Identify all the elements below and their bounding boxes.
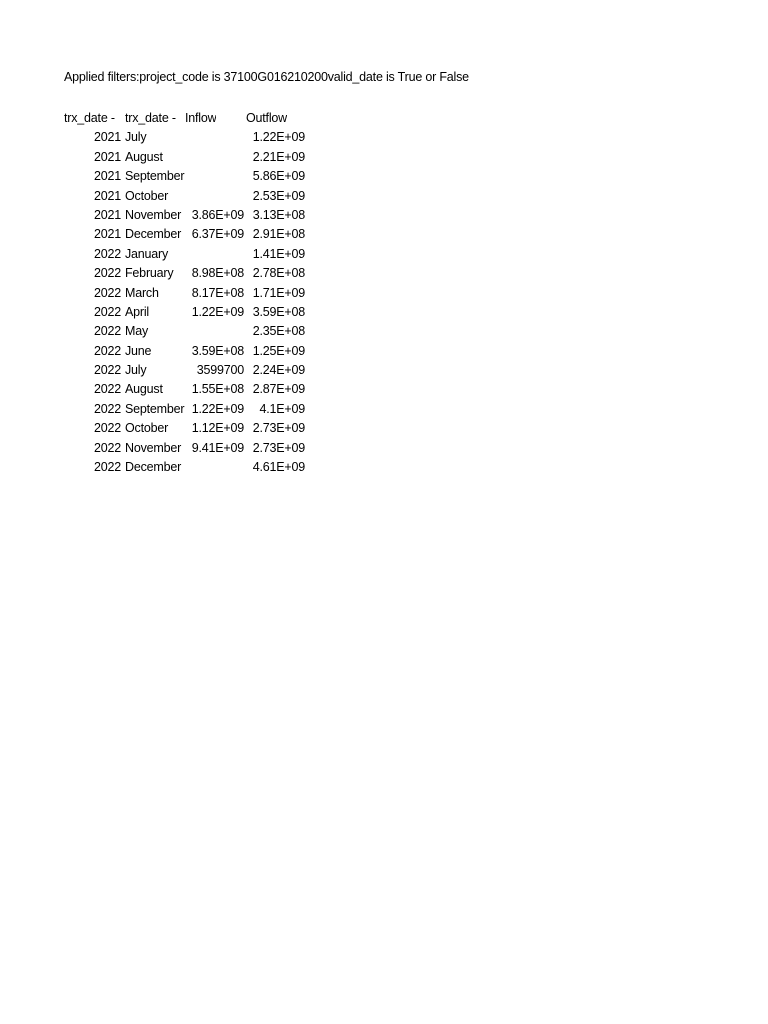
outflow-cell: 2.91E+08 [252,227,305,242]
month-cell: July [125,130,147,145]
year-cell: 2022 [94,285,122,300]
year-cell: 2022 [94,304,122,319]
outflow-cell: 2.78E+08 [252,266,305,281]
year-cell: 2022 [94,460,122,475]
year-cell: 2021 [94,227,122,242]
header-outflow: Outflow [246,111,287,125]
outflow-cell: 3.13E+08 [252,207,305,222]
outflow-cell: 1.71E+09 [252,285,305,300]
month-cell: November [125,440,182,455]
inflow-cell: 6.37E+09 [191,227,244,242]
outflow-cell: 5.86E+09 [252,169,305,184]
month-cell: October [125,188,169,203]
outflow-cell: 2.87E+09 [252,382,305,397]
year-cell: 2022 [94,382,122,397]
month-cell: August [125,149,163,164]
outflow-cell: 2.21E+09 [252,149,305,164]
month-cell: August [125,382,163,397]
outflow-cell: 2.73E+09 [252,440,305,455]
month-cell: September [125,169,185,184]
year-cell: 2021 [94,207,122,222]
month-cell: July [125,363,147,378]
month-cell: October [125,421,169,436]
year-cell: 2022 [94,324,122,339]
outflow-cell: 4.61E+09 [252,460,305,475]
month-cell: January [125,246,169,261]
month-cell: December [125,227,182,242]
outflow-cell: 2.35E+08 [252,324,305,339]
year-cell: 2021 [94,169,122,184]
year-cell: 2022 [94,440,122,455]
inflow-cell: 1.22E+09 [191,304,244,319]
inflow-cell: 8.98E+08 [191,266,244,281]
header-trx-date-year: trx_date - [64,111,115,125]
year-cell: 2022 [94,343,122,358]
month-cell: November [125,207,182,222]
applied-filters-text: Applied filters:project_code is 37100G016210200valid_date is True or False [64,70,469,84]
year-cell: 2022 [94,401,122,416]
outflow-cell: 2.53E+09 [252,188,305,203]
year-cell: 2022 [94,266,122,281]
year-cell: 2021 [94,188,122,203]
year-cell: 2021 [94,149,122,164]
month-cell: December [125,460,182,475]
inflow-cell: 1.22E+09 [191,401,244,416]
month-cell: February [125,266,174,281]
year-cell: 2022 [94,246,122,261]
month-cell: September [125,401,185,416]
inflow-cell: 8.17E+08 [191,285,244,300]
year-cell: 2021 [94,130,122,145]
inflow-cell: 9.41E+09 [191,440,244,455]
outflow-cell: 1.41E+09 [252,246,305,261]
outflow-cell: 2.73E+09 [252,421,305,436]
month-cell: June [125,343,152,358]
outflow-cell: 4.1E+09 [259,401,305,416]
outflow-cell: 3.59E+08 [252,304,305,319]
header-trx-date-month: trx_date - [125,111,176,125]
year-cell: 2022 [94,421,122,436]
inflow-cell: 1.12E+09 [191,421,244,436]
header-inflow: Inflow [185,111,217,125]
inflow-cell: 3599700 [196,363,244,378]
inflow-cell: 3.86E+09 [191,207,244,222]
month-cell: April [125,304,150,319]
outflow-cell: 1.25E+09 [252,343,305,358]
inflow-cell: 1.55E+08 [191,382,244,397]
outflow-cell: 2.24E+09 [252,363,305,378]
month-cell: May [125,324,149,339]
outflow-cell: 1.22E+09 [252,130,305,145]
year-cell: 2022 [94,363,122,378]
inflow-cell: 3.59E+08 [191,343,244,358]
month-cell: March [125,285,159,300]
